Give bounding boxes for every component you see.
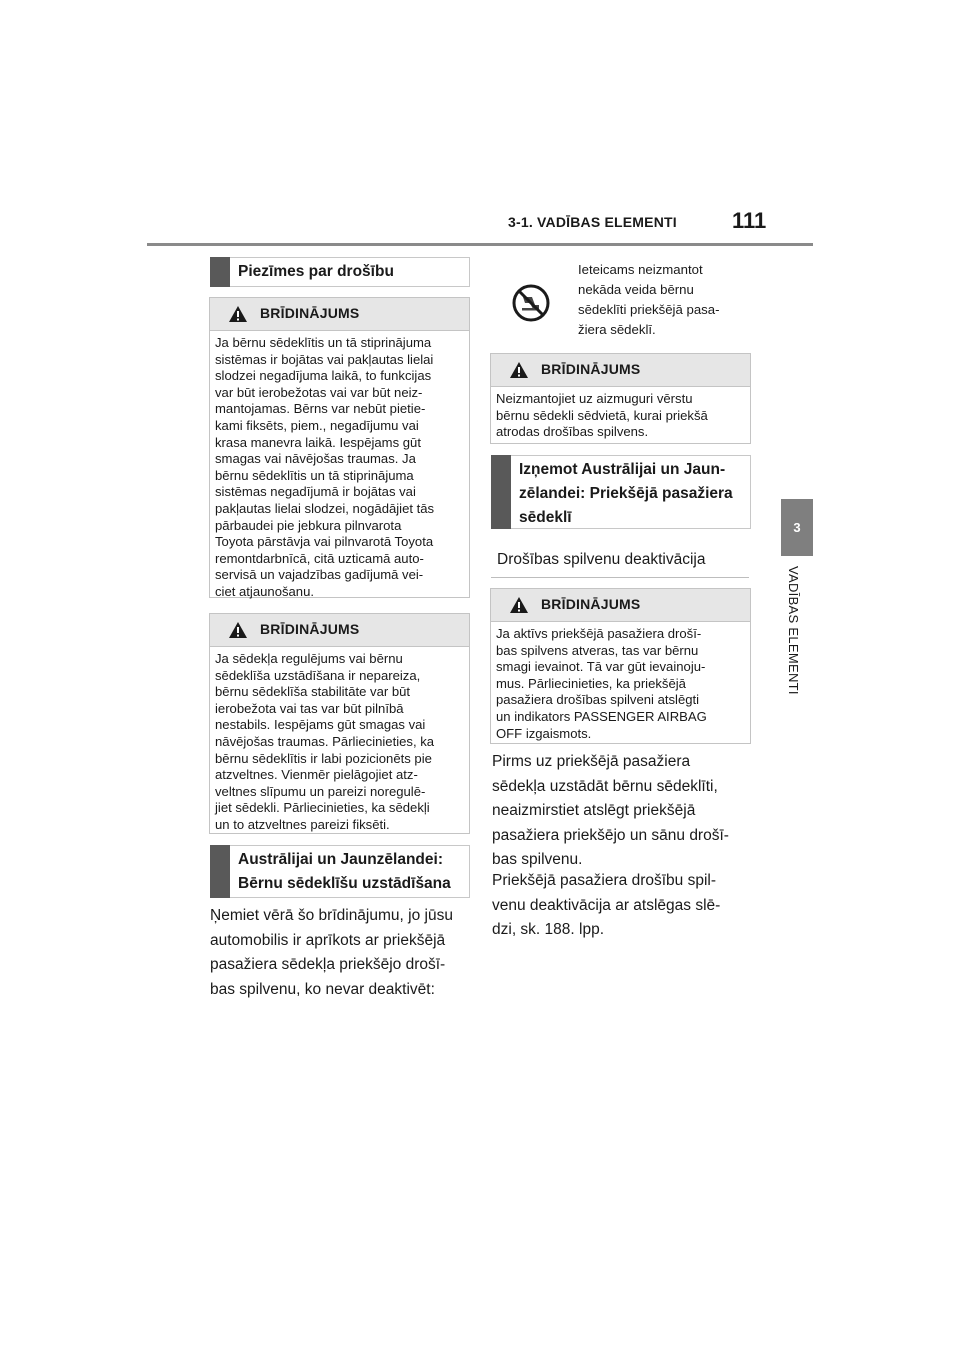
warning-text: Neizmantojiet uz aizmuguri vērstu bērnu sēdekli sēdvietā, kurai priekšā atrodas drošības spilvens. xyxy=(496,391,708,440)
heading-bar xyxy=(491,455,511,529)
warning-triangle-icon xyxy=(509,596,529,614)
australia-heading xyxy=(210,845,470,898)
warning-triangle-icon xyxy=(228,305,248,323)
chapter-tab: 3 xyxy=(781,499,813,556)
heading-text: Piezīmes par drošību xyxy=(238,263,394,280)
heading-text: Austrālijai un Jaunzēlandei: Bērnu sēdeklīšu uzstādīšana xyxy=(238,851,451,892)
chapter-title: 3-1. VADĪBAS ELEMENTI xyxy=(508,214,677,230)
warning-box-3 xyxy=(490,353,751,444)
heading-text: Izņemot Austrālijai un Jaun- zēlandei: Priekšējā pasažiera sēdeklī xyxy=(519,461,733,526)
warning-title: BRĪDINĀJUMS xyxy=(541,596,641,612)
airbag-deactivation-subheading: Drošības spilvenu deaktivācija xyxy=(497,551,706,568)
chapter-tab-label: VADĪBAS ELEMENTI xyxy=(786,566,801,695)
warning-text: Ja sēdekļa regulējums vai bērnu sēdeklīša uzstādīšana ir nepareiza, bērnu sēdeklīša stabilitāte var būt ierobežota vai tas var būt pilnībā nestabils. Iespējams gūt smagas vai nāvējošas traumas. Pārliecinieties, ka bērnu sēdeklītis ir labi pozicionēts pie atzveltnes. Vienmēr pielāgojiet atz- veltnes slīpumu un pareizi noregulē- jiet sēdekli. Pārliecinieties, ka sēdekļi un to atzveltnes pareizi fiksēti. xyxy=(215,651,435,832)
warning-header xyxy=(491,589,750,622)
key-switch-paragraph: Priekšējā pasažiera drošību spil- venu deaktivācija ar atslēgas slē- dzi, sk. 188. lpp. xyxy=(492,872,721,939)
warning-box-4 xyxy=(490,588,751,744)
warning-triangle-icon xyxy=(509,361,529,379)
warning-box-2 xyxy=(209,613,470,834)
heading-bar xyxy=(210,845,230,898)
child-seat-paragraph: Pirms uz priekšējā pasažiera sēdekļa uzstādāt bērnu sēdeklīti, neaizmirstiet atslēgt priekšējā pasažiera priekšējo un sānu drošī- bas spilvenu. xyxy=(492,753,729,869)
prohibition-text: Ieteicams neizmantot nekāda veida bērnu sēdeklīti priekšējā pasa- žiera sēdeklī. xyxy=(578,262,720,337)
warning-header xyxy=(210,298,469,331)
warning-box-1 xyxy=(209,297,470,598)
subheading-rule xyxy=(491,577,749,578)
warning-text: Ja aktīvs priekšējā pasažiera drošī- bas spilvens atveras, tas var bērnu smagi ievainot. Tā var gūt ievainoju- mus. Pārliecinieties, ka priekšējā pasažiera drošības spilveni atslēgti un indikators PASSENGER AIRBAG OFF izgaismots. xyxy=(496,626,707,741)
warning-title: BRĪDINĀJUMS xyxy=(541,361,641,377)
no-child-seat-icon xyxy=(511,283,551,323)
warning-header xyxy=(210,614,469,647)
except-australia-heading xyxy=(491,455,751,529)
heading-bar xyxy=(210,257,230,287)
warning-triangle-icon xyxy=(228,621,248,639)
warning-title: BRĪDINĀJUMS xyxy=(260,621,360,637)
australia-paragraph: Ņemiet vērā šo brīdinājumu, jo jūsu automobilis ir aprīkots ar priekšējā pasažiera sēdekļa priekšējo drošī- bas spilvenu, ko nevar deaktivēt: xyxy=(210,907,453,998)
safety-notes-heading xyxy=(210,257,470,287)
warning-title: BRĪDINĀJUMS xyxy=(260,305,360,321)
warning-header xyxy=(491,354,750,387)
header-rule xyxy=(147,243,813,246)
warning-text: Ja bērnu sēdeklītis un tā stiprinājuma sistēmas ir bojātas vai pakļautas lielai slodzei negadījuma laikā, to funkcijas var būt ierobežotas vai var būt neiz- mantojamas. Bērns var nebūt pietie- kami fiksēts, piem., negadījumu vai krasa manevra laikā. Iespējams gūt smagas vai nāvējošas traumas. Ja bērnu sēdeklītis un tā stiprinājuma sistēmas negadījumā ir bojātas vai pakļautas lielai slodzei, nogādājiet tās pārbaudei pie jebkura pilnvarota Toyota pārstāvja vai pilnvarotā Toyota remontdarbnīcā, citā uzticamā auto- servisā un vajadzības gadījumā vei- ciet atjaunošanu. xyxy=(215,335,435,599)
page-number: 111 xyxy=(732,208,767,233)
